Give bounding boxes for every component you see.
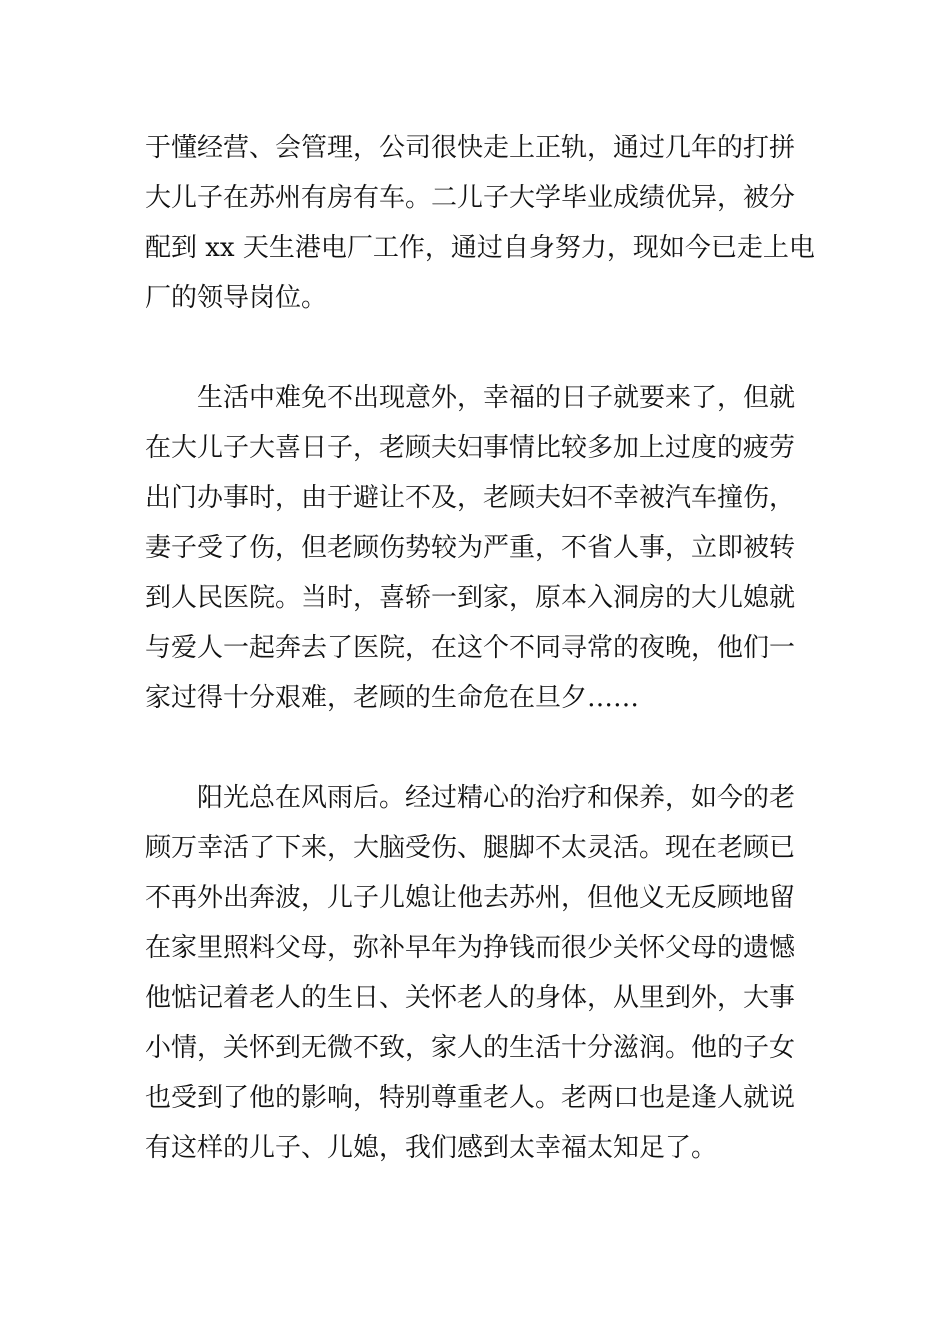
paragraph-line: 他惦记着老人的生日、关怀老人的身体，从里到外，大事 <box>145 983 796 1013</box>
paragraph-line: 与爱人一起奔去了医院，在这个不同寻常的夜晚，他们一 <box>145 633 796 663</box>
paragraph-line: 妻子受了伤，但老顾伤势较为严重，不省人事，立即被转 <box>145 533 796 563</box>
paragraph-line: 在大儿子大喜日子，老顾夫妇事情比较多加上过度的疲劳 <box>145 433 796 463</box>
paragraph-line: 阳光总在风雨后。经过精心的治疗和保养，如今的老 <box>197 783 796 813</box>
paragraph-line: 配到 xx 天生港电厂工作，通过自身努力，现如今已走上电 <box>145 233 815 263</box>
paragraph-line: 家过得十分艰难，老顾的生命危在旦夕…… <box>145 683 640 713</box>
paragraph-line: 也受到了他的影响，特别尊重老人。老两口也是逢人就说 <box>145 1083 796 1113</box>
paragraph-line: 顾万幸活了下来，大脑受伤、腿脚不太灵活。现在老顾已 <box>145 833 796 863</box>
paragraph-line: 生活中难免不出现意外，幸福的日子就要来了，但就 <box>197 383 796 413</box>
paragraph-line: 小情，关怀到无微不致，家人的生活十分滋润。他的子女 <box>145 1033 796 1063</box>
paragraph-line: 厂的领导岗位。 <box>145 283 328 313</box>
paragraph-line: 于懂经营、会管理，公司很快走上正轨，通过几年的打拼 <box>145 133 796 163</box>
paragraph-line: 有这样的儿子、儿媳，我们感到太幸福太知足了。 <box>145 1133 718 1163</box>
paragraph-line: 到人民医院。当时，喜轿一到家，原本入洞房的大儿媳就 <box>145 583 796 613</box>
paragraph-line: 在家里照料父母，弥补早年为挣钱而很少关怀父母的遗憾 <box>145 933 796 963</box>
paragraph-line: 出门办事时，由于避让不及，老顾夫妇不幸被汽车撞伤， <box>145 483 796 513</box>
paragraph-line: 大儿子在苏州有房有车。二儿子大学毕业成绩优异，被分 <box>145 183 796 213</box>
paragraph-line: 不再外出奔波，儿子儿媳让他去苏州，但他义无反顾地留 <box>145 883 796 913</box>
